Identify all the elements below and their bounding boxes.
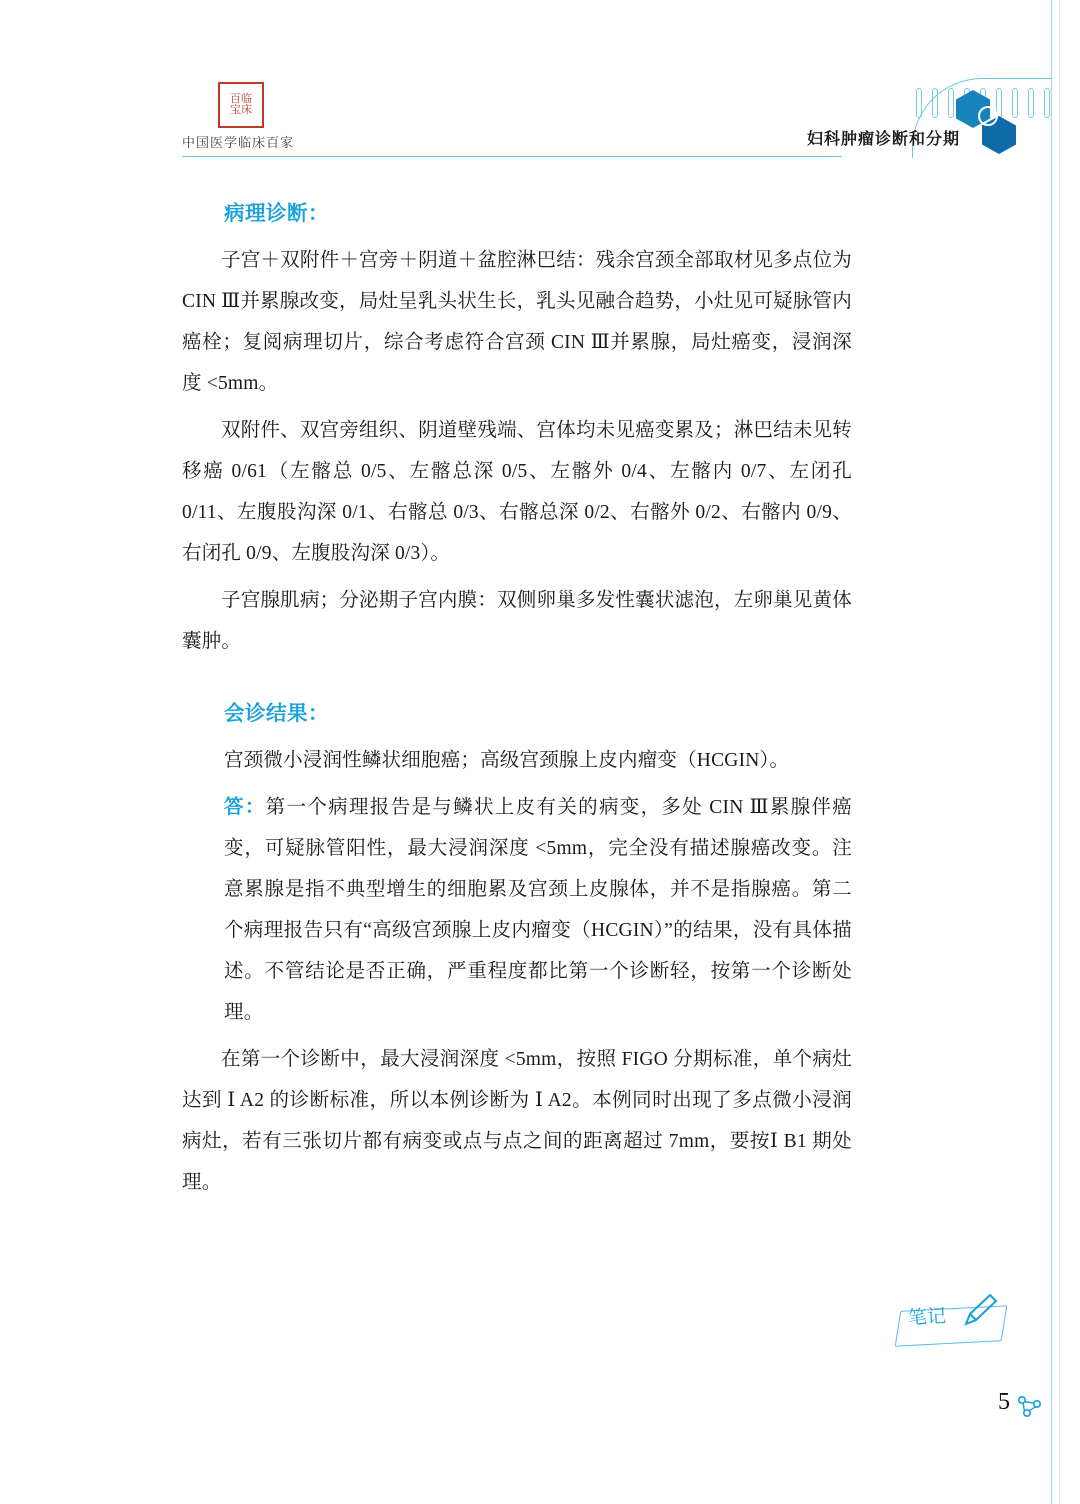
page-right-rule: [1051, 0, 1052, 1504]
paragraph-pathology-2: 双附件、双宫旁组织、阴道壁残端、宫体均未见癌变累及；淋巴结未见转移癌 0/61（左髂总 0/5、左髂总深 0/5、左髂外 0/4、左髂内 0/7、左闭孔 0/11、左腹股沟深 0/1、右髂总 0/3、右髂总深 0/2、右髂外 0/2、右髂内 0/9、右闭孔 0/9、左腹股沟深 0/3）。: [182, 420, 852, 564]
page-number: 5: [998, 1389, 1010, 1415]
paragraph-pathology-1: 子宫＋双附件＋宫旁＋阴道＋盆腔淋巴结：残余宫颈全部取材见多点位为 CIN Ⅲ并累腺改变，局灶呈乳头状生长，乳头见融合趋势，小灶见可疑脉管内癌栓；复阅病理切片，综合考虑符合宫颈 CIN Ⅲ并累腺，局灶癌变，浸润深度 <5mm。: [182, 250, 852, 394]
paragraph-answer: [224, 787, 852, 1033]
page-content: [182, 196, 852, 1209]
logo-line-1: 百临: [230, 93, 252, 105]
note-badge: [898, 1288, 1018, 1348]
circle-icon: [978, 106, 998, 126]
header-divider: [182, 156, 782, 157]
paragraph-final: 在第一个诊断中，最大浸润深度 <5mm，按照 FIGO 分期标准，单个病灶达到 Ⅰ A2 的诊断标准，所以本例诊断为 Ⅰ A2。本例同时出现了多点微小浸润病灶，若有三张切片都有病变或点与点之间的距离超过 7mm，要按Ⅰ B1 期处理。: [182, 1049, 852, 1193]
section-heading-pathology: 病理诊断：: [224, 202, 329, 225]
page-right-rule-secondary: [1059, 0, 1060, 1504]
page-header: [182, 82, 1020, 152]
spiral-ring: [1044, 88, 1050, 118]
header-divider-right: [782, 156, 842, 157]
imprint-text: 中国医学临床百家: [182, 135, 295, 150]
molecule-icon: [1016, 1394, 1044, 1418]
logo-line-2: 宝床: [230, 104, 252, 116]
pen-icon: [962, 1290, 1002, 1330]
publisher-logo: [218, 82, 264, 128]
running-title: 妇科肿瘤诊断和分期: [806, 131, 960, 148]
paragraph-consultation-result: 宫颈微小浸润性鳞状细胞癌；高级宫颈腺上皮内瘤变（HCGIN）。: [224, 750, 790, 771]
answer-label: 答：: [224, 797, 266, 818]
paragraph-pathology-3: 子宫腺肌病；分泌期子宫内膜：双侧卵巢多发性囊状滤泡，左卵巢见黄体囊肿。: [182, 590, 852, 652]
note-label: 笔记: [907, 1306, 947, 1329]
answer-text: 第一个病理报告是与鳞状上皮有关的病变，多处 CIN Ⅲ累腺伴癌变，可疑脉管阳性，最大浸润深度 <5mm，完全没有描述腺癌改变。注意累腺是指不典型增生的细胞累及宫颈上皮腺体，并不是指腺癌。第二个病理报告只有“高级宫颈腺上皮内瘤变（HCGIN）”的结果，没有具体描述。不管结论是否正确，严重程度都比第一个诊断轻，按第一个诊断处理。: [224, 797, 853, 1023]
spiral-ring: [1028, 88, 1034, 118]
section-heading-consultation: 会诊结果：: [224, 702, 329, 725]
